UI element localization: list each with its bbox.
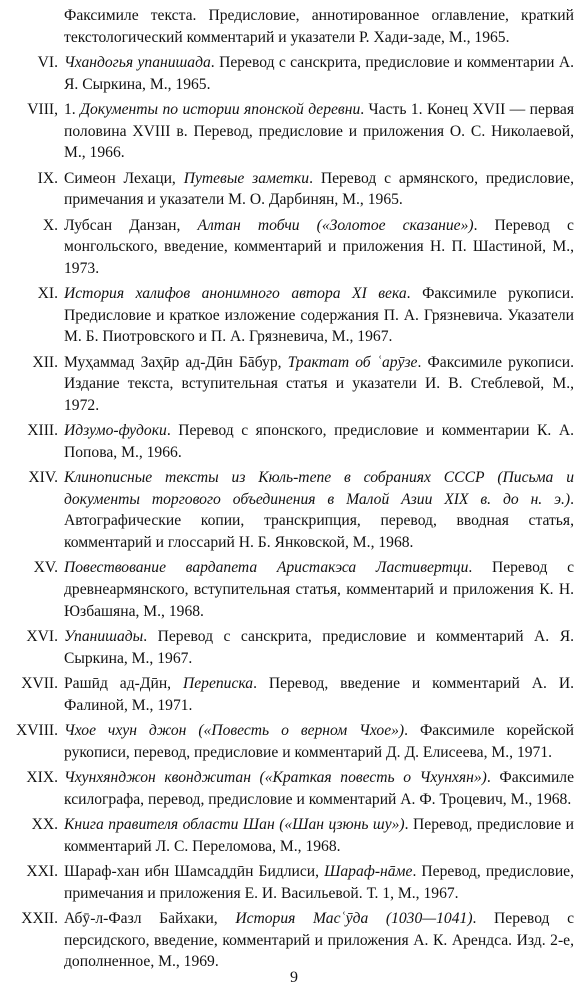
entry-text [64, 420, 574, 463]
entry-numeral: XVI. [26, 628, 58, 645]
entry-text [64, 168, 574, 211]
bibliography-entry [4, 352, 574, 417]
entry-title: Документы по истории японской деревни [80, 100, 361, 118]
entry-numeral: XI. [37, 285, 58, 303]
entry-title: Переписка [182, 674, 254, 692]
bibliography-entry [4, 52, 574, 95]
bibliography-entry [4, 908, 574, 973]
entry-title: Повествование вардапета Аристакэса Ластивертци [64, 559, 469, 577]
entry-part: . Часть 1. Конец XVII — первая половина XVIII в. Перевод, предисловие и приложения О. С. Николаевой, М., 1966. [64, 100, 574, 162]
entry-numeral: XVIII. [16, 721, 58, 739]
entry-numeral: XXII. [21, 909, 58, 927]
bibliography-entry [4, 673, 574, 716]
entry-title: Шараф-нāме [324, 862, 413, 880]
entry-text [64, 861, 574, 904]
bibliography-entry [4, 99, 574, 164]
entry-numeral: VIII, [27, 100, 58, 118]
entry-numeral: VI. [37, 53, 58, 71]
entry-part: Абӯ-л-Фазл Байхаки, [64, 909, 236, 927]
bibliography-entry [4, 467, 574, 553]
entry-title: Чхое чхун джон («Повесть о верном Чхое») [64, 721, 405, 739]
entry-text [64, 283, 574, 348]
bibliography-entry [4, 283, 574, 348]
bibliography-entry [4, 5, 574, 48]
entry-title: Идзумо-фудоки [64, 422, 167, 440]
entry-part: . Перевод, введение и комментарий А. И. Фалиной, М., 1971. [64, 674, 574, 714]
entry-title: Чхунхянджон квонджитан («Краткая повесть о Чхунхян») [64, 768, 487, 786]
entry-part: . Перевод, предисловие, примечания и приложения Е. И. Васильевой. Т. 1, М., 1967. [64, 862, 574, 902]
bibliography-list [4, 5, 574, 973]
entry-numeral: XX. [31, 815, 58, 833]
entry-part: . Факсимиле ксилографа, перевод, предисловие и комментарий А. Ф. Троцевич, М., 1968. [64, 768, 574, 808]
entry-part: Рашӣд ад-Дӣн, [64, 674, 183, 692]
entry-text [64, 215, 574, 280]
entry-text [64, 814, 574, 857]
entry-numeral: XXI. [26, 862, 58, 880]
bibliography-entry [4, 626, 574, 669]
entry-numeral: IX. [37, 169, 58, 187]
entry-title: Путевые заметки [183, 169, 310, 187]
entry-title: Упанишады [64, 628, 144, 645]
entry-title: Книга правителя области Шан («Шан цзюнь шу») [64, 815, 405, 833]
entry-title: Чхандогья упанишада [64, 53, 211, 71]
entry-part: Факсимиле текста. Предисловие, аннотированное оглавление, краткий текстологический комментарий и указатели Р. Хади-заде, М., 1965. [64, 7, 574, 46]
entry-part: . Факсимиле рукописи. Предисловие и краткое изложение содержания П. А. Грязневича. Указатели М. Б. Пиотровского и П. А. Грязневича, М., 1967. [64, 285, 574, 346]
entry-numeral: XII. [32, 353, 58, 371]
entry-part: . Перевод с армянского, предисловие, примечания и указатели М. О. Дарбинян, М., 1965. [64, 169, 574, 209]
bibliography-entry [4, 420, 574, 463]
entry-part: . Перевод с персидского, введение, комментарий и приложения А. К. Арендса. Изд. 2-е, дополненное, М., 1969. [64, 909, 574, 971]
entry-part: . Перевод, предисловие и комментарий Л. С. Переломова, М., 1968. [64, 815, 575, 855]
entry-text [64, 626, 574, 669]
entry-part: Симеон Лехаци, [64, 169, 184, 187]
entry-part: 1. [64, 100, 81, 118]
entry-part: . Автографические копии, транскрипция, перевод, вводная статья, комментарий и глоссарий Н. Б. Янковской, М., 1968. [64, 490, 574, 552]
entry-title: История халифов анонимного автора XI века [64, 285, 407, 303]
entry-title: Клинописные тексты из Кюль-тепе в собраниях СССР (Письма и документы торгового объединения в Малой Азии XIX в. до н. э.) [64, 469, 574, 508]
entry-text [64, 467, 574, 553]
entry-title: История Масʿӯда (1030—1041) [235, 909, 473, 927]
entry-numeral: XIII. [27, 422, 58, 440]
entry-numeral: XVII. [21, 674, 58, 692]
entry-part: Лубсан Данзан, [64, 216, 198, 234]
entry-part: . Факсимиле рукописи. Издание текста, вступительная статья и указатели И. В. Стеблевой, М., 1972. [64, 353, 575, 414]
entry-text [64, 673, 574, 716]
bibliography-entry [4, 168, 574, 211]
entry-part: . Перевод с монгольского, введение, комментарий и приложения Н. П. Шастиной, М., 1973. [64, 216, 574, 277]
entry-text [64, 352, 574, 417]
bibliography-entry [4, 557, 574, 622]
entry-part: . Факсимиле корейской рукописи, перевод, предисловие и комментарий Д. Д. Елисеева, М., 1971. [64, 721, 574, 761]
entry-numeral: XIX. [26, 768, 58, 786]
entry-text [64, 720, 574, 763]
entry-part: Шараф-хан ибн Шамсаддӣн Бидлиси, [64, 862, 325, 880]
entry-numeral: XV. [33, 559, 58, 577]
entry-part: . Перевод с древнеармянского, вступительная статья, комментарий и приложения К. Н. Юзбашяна, М., 1968. [64, 559, 574, 620]
entry-text [64, 52, 574, 95]
entry-text [64, 908, 574, 973]
bibliography-entry [4, 767, 574, 810]
entry-part: . Перевод с японского, предисловие и комментарии К. А. Попова, М., 1966. [64, 422, 574, 461]
entry-text [64, 557, 574, 622]
entry-text [64, 5, 574, 48]
entry-text [64, 99, 574, 164]
page-number: 9 [290, 969, 298, 986]
entry-numeral: X. [42, 216, 58, 234]
bibliography-entry [4, 215, 574, 280]
entry-title: Алтан тобчи («Золотое сказание») [197, 216, 474, 234]
entry-part: . Перевод с санскрита, предисловие и комментарии А. Я. Сыркина, М., 1965. [64, 53, 575, 93]
entry-numeral: XIV. [28, 469, 58, 487]
bibliography-entry [4, 814, 574, 857]
entry-text [64, 767, 574, 810]
entry-part: Муҳаммад Заҳӣр ад-Дӣн Бāбур, [64, 353, 288, 371]
entry-title: Трактат об ʿарӯзе [287, 353, 418, 371]
entry-part: . Перевод с санскрита, предисловие и комментарий А. Я. Сыркина, М., 1967. [64, 628, 574, 667]
bibliography-entry [4, 861, 574, 904]
bibliography-entry [4, 720, 574, 763]
